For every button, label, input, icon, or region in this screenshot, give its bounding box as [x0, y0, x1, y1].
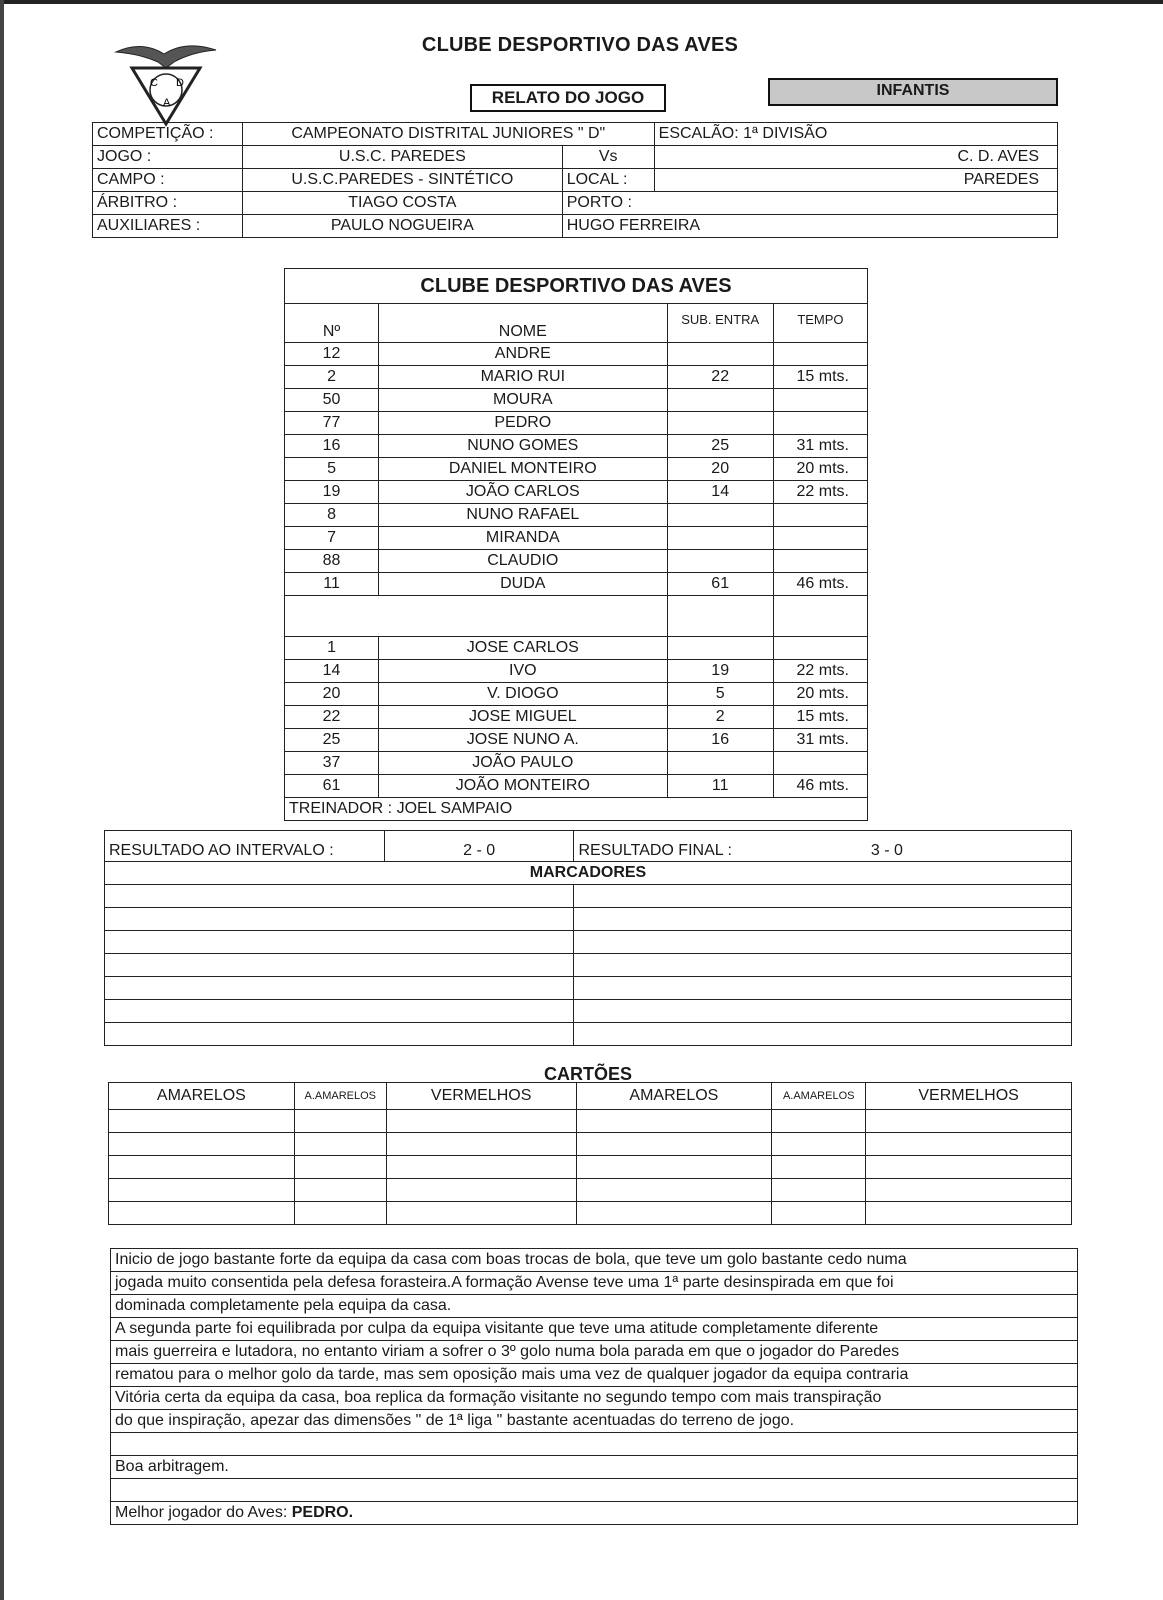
scan-edge-left — [0, 0, 4, 1600]
sub-in-number: 20 — [667, 458, 773, 481]
commentary-row — [111, 1410, 1078, 1433]
commentary-line: jogada muito consentida pela defesa forasteira.A formação Avense teve uma 1ª parte desinspirada em que foi — [111, 1272, 1078, 1295]
sub-in-number: 25 — [667, 435, 773, 458]
competition-value: CAMPEONATO DISTRITAL JUNIORES " D" — [242, 123, 654, 146]
sub-in-number: 22 — [667, 366, 773, 389]
double-yellow-header-away: A.AMARELOS — [772, 1083, 866, 1110]
player-number: 77 — [285, 412, 379, 435]
sub-in-number: 14 — [667, 481, 773, 504]
player-number: 14 — [285, 660, 379, 683]
player-name: JOÃO PAULO — [379, 752, 667, 775]
report-title: RELATO DO JOGO — [470, 84, 666, 112]
sub-in-number: 5 — [667, 683, 773, 706]
sub-in-number — [667, 637, 773, 660]
commentary-line: rematou para o melhor golo da tarde, mas sem oposição mais uma vez de qualquer jogador da equipa contraria — [111, 1364, 1078, 1387]
player-row — [285, 366, 868, 389]
escalao-label: ESCALÃO: 1ª DIVISÃO — [654, 123, 1057, 146]
halftime-label: RESULTADO AO INTERVALO : — [105, 831, 385, 862]
sub-time — [773, 504, 867, 527]
crest-letter-d: D — [176, 77, 184, 89]
sub-time: 20 mts. — [773, 458, 867, 481]
best-player-row — [111, 1502, 1078, 1525]
scorer-row — [105, 885, 1072, 908]
player-name: DANIEL MONTEIRO — [379, 458, 667, 481]
player-row — [285, 412, 868, 435]
double-yellow-header-home: A.AMARELOS — [294, 1083, 386, 1110]
player-name: MARIO RUI — [379, 366, 667, 389]
halftime-score: 2 - 0 — [384, 831, 574, 862]
sub-in-number — [667, 343, 773, 366]
results-table — [104, 830, 1072, 1046]
card-row — [109, 1156, 1072, 1179]
sub-time — [773, 412, 867, 435]
sub-in-number — [667, 527, 773, 550]
coach-name: TREINADOR : JOEL SAMPAIO — [285, 798, 868, 821]
player-name: DUDA — [379, 573, 667, 596]
final-score: 3 - 0 — [870, 842, 903, 859]
assistants-label: AUXILIARES : — [93, 215, 243, 238]
local-label: LOCAL : — [562, 169, 654, 192]
sub-time: 15 mts. — [773, 706, 867, 729]
sub-in-number — [667, 412, 773, 435]
sub-in-number — [667, 504, 773, 527]
final-score-cell — [574, 831, 1072, 862]
sub-in-number — [667, 389, 773, 412]
final-label: RESULTADO FINAL : — [578, 842, 732, 859]
player-row — [285, 752, 868, 775]
red-header-away: VERMELHOS — [866, 1083, 1072, 1110]
commentary-row — [111, 1364, 1078, 1387]
blank-line — [111, 1479, 1078, 1502]
best-player-name: PEDRO. — [291, 1504, 354, 1521]
red-header-home: VERMELHOS — [386, 1083, 576, 1110]
player-number: 37 — [285, 752, 379, 775]
player-number: 16 — [285, 435, 379, 458]
player-row — [285, 389, 868, 412]
player-number: 12 — [285, 343, 379, 366]
cards-table — [108, 1082, 1072, 1225]
player-name: MOURA — [379, 389, 667, 412]
away-team: C. D. AVES — [654, 146, 1057, 169]
crest-letter-a: A — [163, 97, 171, 109]
competition-row — [93, 123, 1058, 146]
commentary-row — [111, 1295, 1078, 1318]
match-commentary-table — [110, 1248, 1078, 1525]
score-row — [105, 831, 1072, 862]
sub-time: 15 mts. — [773, 366, 867, 389]
scorer-row — [105, 908, 1072, 931]
player-name: JOÃO CARLOS — [379, 481, 667, 504]
sub-time — [773, 343, 867, 366]
sub-time: 22 mts. — [773, 660, 867, 683]
squad-spacer-row — [285, 596, 868, 637]
referee-note: Boa arbitragem. — [111, 1456, 1078, 1479]
scorer-row — [105, 977, 1072, 1000]
player-name: NUNO RAFAEL — [379, 504, 667, 527]
card-row — [109, 1133, 1072, 1156]
player-number: 20 — [285, 683, 379, 706]
player-number: 8 — [285, 504, 379, 527]
player-row — [285, 435, 868, 458]
player-name: NUNO GOMES — [379, 435, 667, 458]
assistants-row — [93, 215, 1058, 238]
sub-time — [773, 550, 867, 573]
sub-time: 46 mts. — [773, 775, 867, 798]
sub-time: 46 mts. — [773, 573, 867, 596]
sub-time: 31 mts. — [773, 729, 867, 752]
match-info-table — [92, 122, 1058, 238]
competition-label: COMPETIÇÃO : — [93, 123, 243, 146]
scorers-header-row — [105, 862, 1072, 885]
sub-time — [773, 637, 867, 660]
sub-time — [773, 752, 867, 775]
player-number: 50 — [285, 389, 379, 412]
player-number: 88 — [285, 550, 379, 573]
col-number-header: Nº — [285, 304, 379, 343]
col-name-header: NOME — [379, 304, 667, 343]
col-time-header: TEMPO — [773, 304, 867, 343]
player-row — [285, 775, 868, 798]
player-name: JOÃO MONTEIRO — [379, 775, 667, 798]
commentary-line: do que inspiração, apezar das dimensões " de 1ª liga " bastante acentuadas do terreno de jogo. — [111, 1410, 1078, 1433]
player-row — [285, 481, 868, 504]
club-title: CLUBE DESPORTIVO DAS AVES — [421, 34, 739, 56]
game-label: JOGO : — [93, 146, 243, 169]
referee-value: TIAGO COSTA — [242, 192, 562, 215]
player-row — [285, 729, 868, 752]
player-number: 61 — [285, 775, 379, 798]
player-number: 19 — [285, 481, 379, 504]
scorers-header: MARCADORES — [105, 862, 1072, 885]
commentary-line: dominada completamente pela equipa da casa. — [111, 1295, 1078, 1318]
player-name: PEDRO — [379, 412, 667, 435]
sub-in-number: 19 — [667, 660, 773, 683]
substitutes-list — [285, 637, 868, 798]
best-player-label: Melhor jogador do Aves: — [115, 1504, 288, 1521]
squad-header-row — [285, 304, 868, 343]
cards-title: CARTÕES — [543, 1064, 632, 1084]
club-crest-icon — [112, 38, 220, 128]
porto-label: PORTO : — [562, 192, 1057, 215]
player-number: 11 — [285, 573, 379, 596]
commentary-row — [111, 1341, 1078, 1364]
player-name: MIRANDA — [379, 527, 667, 550]
card-row — [109, 1110, 1072, 1133]
game-row — [93, 146, 1058, 169]
scorer-row — [105, 1000, 1072, 1023]
scorer-row — [105, 1023, 1072, 1046]
commentary-lines — [111, 1249, 1078, 1433]
best-player-cell — [111, 1502, 1078, 1525]
scan-edge-top — [0, 0, 1163, 4]
sub-time — [773, 389, 867, 412]
player-name: JOSE MIGUEL — [379, 706, 667, 729]
player-name: CLAUDIO — [379, 550, 667, 573]
assistant-1: PAULO NOGUEIRA — [242, 215, 562, 238]
card-row — [109, 1179, 1072, 1202]
sub-in-number: 11 — [667, 775, 773, 798]
crest-letter-c: C — [150, 77, 158, 89]
sub-time: 31 mts. — [773, 435, 867, 458]
field-label: CAMPO : — [93, 169, 243, 192]
col-sub-header: SUB. ENTRA — [667, 304, 773, 343]
player-row — [285, 706, 868, 729]
sub-in-number: 16 — [667, 729, 773, 752]
squad-title-row — [285, 269, 868, 304]
player-row — [285, 343, 868, 366]
commentary-line: Vitória certa da equipa da casa, boa replica da formação visitante no segundo tempo com mais transpiração — [111, 1387, 1078, 1410]
player-name: IVO — [379, 660, 667, 683]
field-row — [93, 169, 1058, 192]
commentary-row — [111, 1387, 1078, 1410]
player-row — [285, 504, 868, 527]
player-row — [285, 550, 868, 573]
referee-label: ÁRBITRO : — [93, 192, 243, 215]
player-row — [285, 527, 868, 550]
field-value: U.S.C.PAREDES - SINTÉTICO — [242, 169, 562, 192]
player-number: 22 — [285, 706, 379, 729]
card-row — [109, 1202, 1072, 1225]
commentary-line: Inicio de jogo bastante forte da equipa da casa com boas trocas de bola, que teve um golo bastante cedo numa — [111, 1249, 1078, 1272]
vs-label: Vs — [562, 146, 654, 169]
local-value: PAREDES — [654, 169, 1057, 192]
scorer-row — [105, 931, 1072, 954]
sub-in-number: 2 — [667, 706, 773, 729]
sub-time: 20 mts. — [773, 683, 867, 706]
yellow-header-away: AMARELOS — [576, 1083, 772, 1110]
sub-in-number — [667, 550, 773, 573]
player-row — [285, 458, 868, 481]
player-name: ANDRE — [379, 343, 667, 366]
player-number: 7 — [285, 527, 379, 550]
commentary-row — [111, 1272, 1078, 1295]
home-team: U.S.C. PAREDES — [242, 146, 562, 169]
yellow-header-home: AMARELOS — [109, 1083, 295, 1110]
sub-in-number: 61 — [667, 573, 773, 596]
commentary-row — [111, 1249, 1078, 1272]
commentary-row — [111, 1318, 1078, 1341]
player-row — [285, 660, 868, 683]
player-row — [285, 573, 868, 596]
sub-time — [773, 527, 867, 550]
player-number: 1 — [285, 637, 379, 660]
sub-time: 22 mts. — [773, 481, 867, 504]
category-badge: INFANTIS — [768, 78, 1058, 106]
starters-list — [285, 343, 868, 596]
squad-title: CLUBE DESPORTIVO DAS AVES — [285, 269, 868, 304]
referee-row — [93, 192, 1058, 215]
player-name: JOSE CARLOS — [379, 637, 667, 660]
commentary-line: mais guerreira e lutadora, no entanto viriam a sofrer o 3º golo numa bola parada em que o jogador do Paredes — [111, 1341, 1078, 1364]
player-number: 5 — [285, 458, 379, 481]
player-name: JOSE NUNO A. — [379, 729, 667, 752]
blank-line — [111, 1433, 1078, 1456]
player-name: V. DIOGO — [379, 683, 667, 706]
commentary-line: A segunda parte foi equilibrada por culpa da equipa visitante que teve uma atitude completamente diferente — [111, 1318, 1078, 1341]
referee-note-row — [111, 1456, 1078, 1479]
assistant-2: HUGO FERREIRA — [562, 215, 1057, 238]
scorer-row — [105, 954, 1072, 977]
cards-header-row — [109, 1083, 1072, 1110]
player-row — [285, 637, 868, 660]
sub-in-number — [667, 752, 773, 775]
coach-row — [285, 798, 868, 821]
player-number: 25 — [285, 729, 379, 752]
squad-table — [284, 268, 868, 821]
player-number: 2 — [285, 366, 379, 389]
player-row — [285, 683, 868, 706]
